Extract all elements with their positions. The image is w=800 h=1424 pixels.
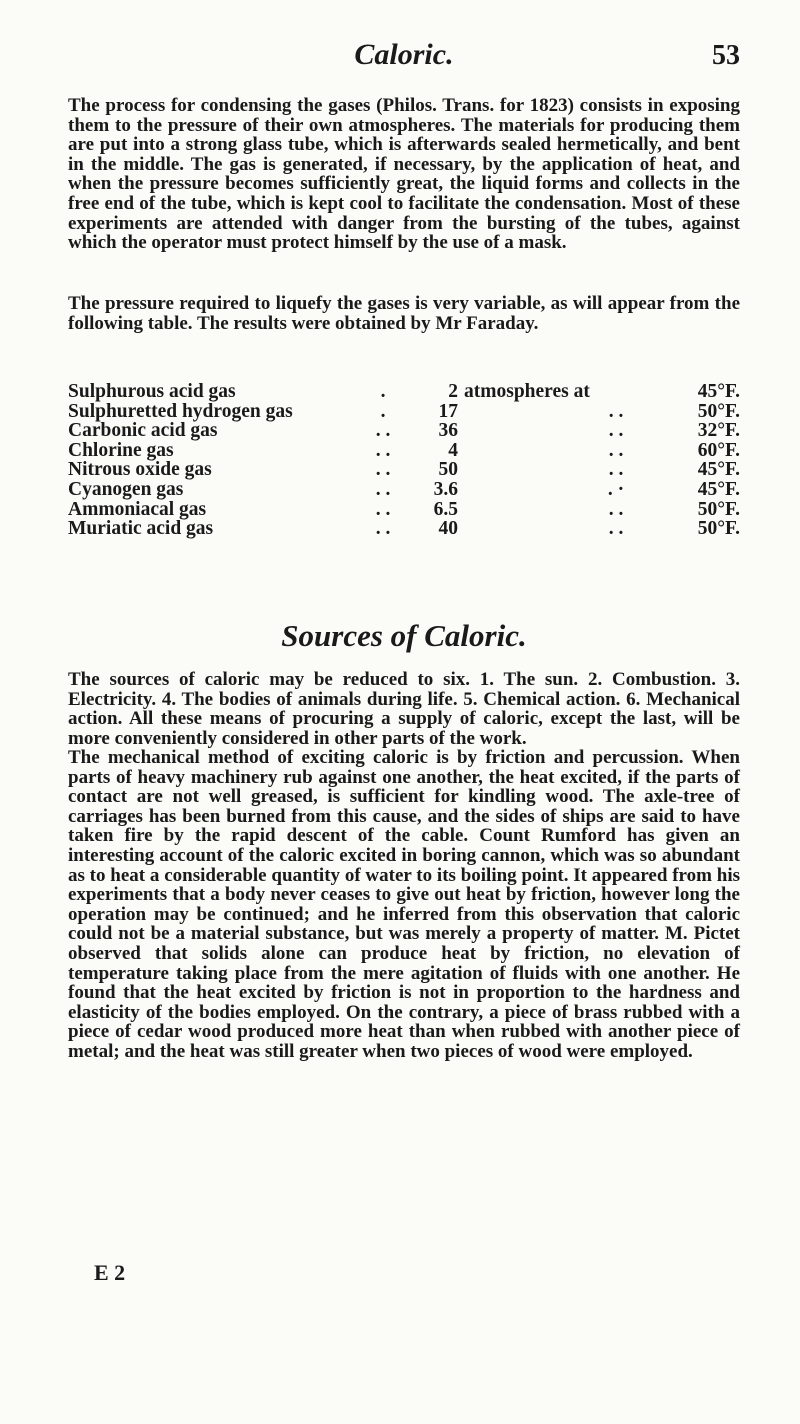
temperature-cell: 45°F. — [697, 459, 740, 481]
running-title: Caloric. — [354, 38, 454, 71]
gas-name-cell: Sulphuretted hydrogen gas — [68, 400, 293, 422]
page-number: 53 — [712, 40, 740, 71]
pressure-value-cell: 40 — [438, 518, 458, 540]
paragraph-mechanical-method — [68, 748, 740, 1062]
table-row — [68, 382, 740, 402]
unit-cell — [464, 441, 594, 461]
gas-name-cell: Muriatic acid gas — [68, 518, 214, 540]
pressure-value-cell: 6.5 — [433, 498, 458, 520]
separator-cell: . — [380, 381, 386, 402]
separator-cell: . . — [375, 498, 391, 520]
gas-name-cell: Carbonic acid gas — [68, 420, 218, 442]
separator-cell: . . — [375, 459, 391, 481]
pressure-value-cell: 2 — [448, 381, 458, 402]
separator-cell: . . — [608, 498, 624, 520]
separator-cell: . . — [608, 439, 624, 461]
unit-cell: atmospheres at — [464, 381, 590, 402]
temperature-cell: 50°F. — [697, 518, 740, 540]
gas-name-cell: Ammoniacal gas — [68, 498, 207, 520]
table-row — [68, 402, 740, 422]
unit-cell — [464, 460, 594, 480]
paragraph-text: The process for condensing the gases (Philos. Trans. for 1823) consists in exposing them to the pressure of their own atmospheres. The materials for producing them are put into a strong glass tube, which is afterwards sealed hermetically, and bent in the middle. The gas is generated, if necessary, by the application of heat, and when the pressure becomes sufficiently great, the liquid forms and collects in the free end of the tube, which is kept cool to facilitate the condensation. Most of these experiments are attended with danger from the bursting of the tubes, against which the operator must protect himself by the use of a mask. — [68, 95, 740, 254]
paragraph-text: The sources of caloric may be reduced to six. 1. The sun. 2. Combustion. 3. Electricity. 4. The bodies of animals during life. 5. Chemical action. 6. Mechanical action. All these means of procuring a supply of caloric, except the last, will be more conveniently considered in other parts of the work. — [68, 669, 740, 749]
paragraph-condensing-process — [68, 96, 740, 253]
signature-mark: E 2 — [94, 1260, 126, 1285]
temperature-cell: 32°F. — [697, 420, 740, 442]
temperature-cell: 60°F. — [697, 439, 740, 461]
paragraph-text: The mechanical method of exciting caloric is by friction and percussion. When parts of heavy machinery rub against one another, the heat excited, if the parts of contact are not well greased, is sufficient for kindling wood. The axle-tree of carriages has been burned from this cause, and the sides of ships are said to have taken fire by the rapid descent of the cable. Count Rumford has given an interesting account of the caloric excited in boring cannon, which was so abundant as to heat a considerable quantity of water to its boiling point. It appeared from his experiments that a body never ceases to give out heat by friction, however long the operation may be continued; and he inferred from this observation that caloric could not be a material substance, but was merely a property of matter. M. Pictet observed that solids alone can produce heat by friction, no elevation of temperature taking place from the mere agitation of fluids with one another. He found that the heat excited by friction is not in proportion to the hardness and elasticity of the bodies employed. On the contrary, a piece of brass rubbed with a piece of cedar wood produced more heat than when rubbed with another piece of metal; and the heat was still greater when two pieces of wood were employed. — [68, 747, 740, 1062]
temperature-cell: 50°F. — [697, 498, 740, 520]
temperature-cell: 45°F. — [697, 478, 740, 500]
table-row — [68, 460, 740, 480]
separator-cell: . . — [375, 420, 391, 442]
paragraph-text: The pressure required to liquefy the gases is very variable, as will appear from the following table. The results were obtained by Mr Faraday. — [68, 293, 740, 334]
separator-cell: . . — [608, 459, 624, 481]
unit-cell — [464, 421, 594, 441]
separator-cell: . . — [608, 518, 624, 540]
separator-cell: . . — [608, 400, 624, 422]
table-row — [68, 441, 740, 461]
separator-cell — [594, 382, 638, 402]
table-row — [68, 500, 740, 520]
unit-cell — [464, 480, 594, 500]
separator-cell: . — [380, 400, 386, 422]
pressure-value-cell: 50 — [438, 459, 458, 481]
separator-cell: . . — [375, 518, 391, 540]
separator-cell: . · — [607, 478, 625, 500]
gas-name-cell: Sulphurous acid gas — [68, 381, 236, 402]
unit-cell — [464, 500, 594, 520]
pressure-value-cell: 17 — [438, 400, 458, 422]
paragraph-pressure-intro — [68, 294, 740, 333]
gas-name-cell: Chlorine gas — [68, 439, 174, 461]
temperature-cell: 45°F. — [697, 381, 740, 402]
section-title: Sources of Caloric. — [281, 618, 527, 653]
table-row — [68, 421, 740, 441]
gas-name-cell: Nitrous oxide gas — [68, 459, 212, 481]
gas-pressure-table — [68, 382, 740, 539]
paragraph-sources — [68, 670, 740, 748]
gas-name-cell: Cyanogen gas — [68, 478, 184, 500]
pressure-value-cell: 3.6 — [433, 478, 458, 500]
unit-cell — [464, 519, 594, 539]
pressure-value-cell: 4 — [448, 439, 458, 461]
separator-cell: . . — [608, 420, 624, 442]
table-row — [68, 480, 740, 500]
temperature-cell: 50°F. — [697, 400, 740, 422]
page-header — [68, 38, 740, 78]
pressure-value-cell: 36 — [438, 420, 458, 442]
separator-cell: . . — [375, 439, 391, 461]
table-row — [68, 519, 740, 539]
separator-cell: . . — [375, 478, 391, 500]
unit-cell — [464, 402, 594, 422]
